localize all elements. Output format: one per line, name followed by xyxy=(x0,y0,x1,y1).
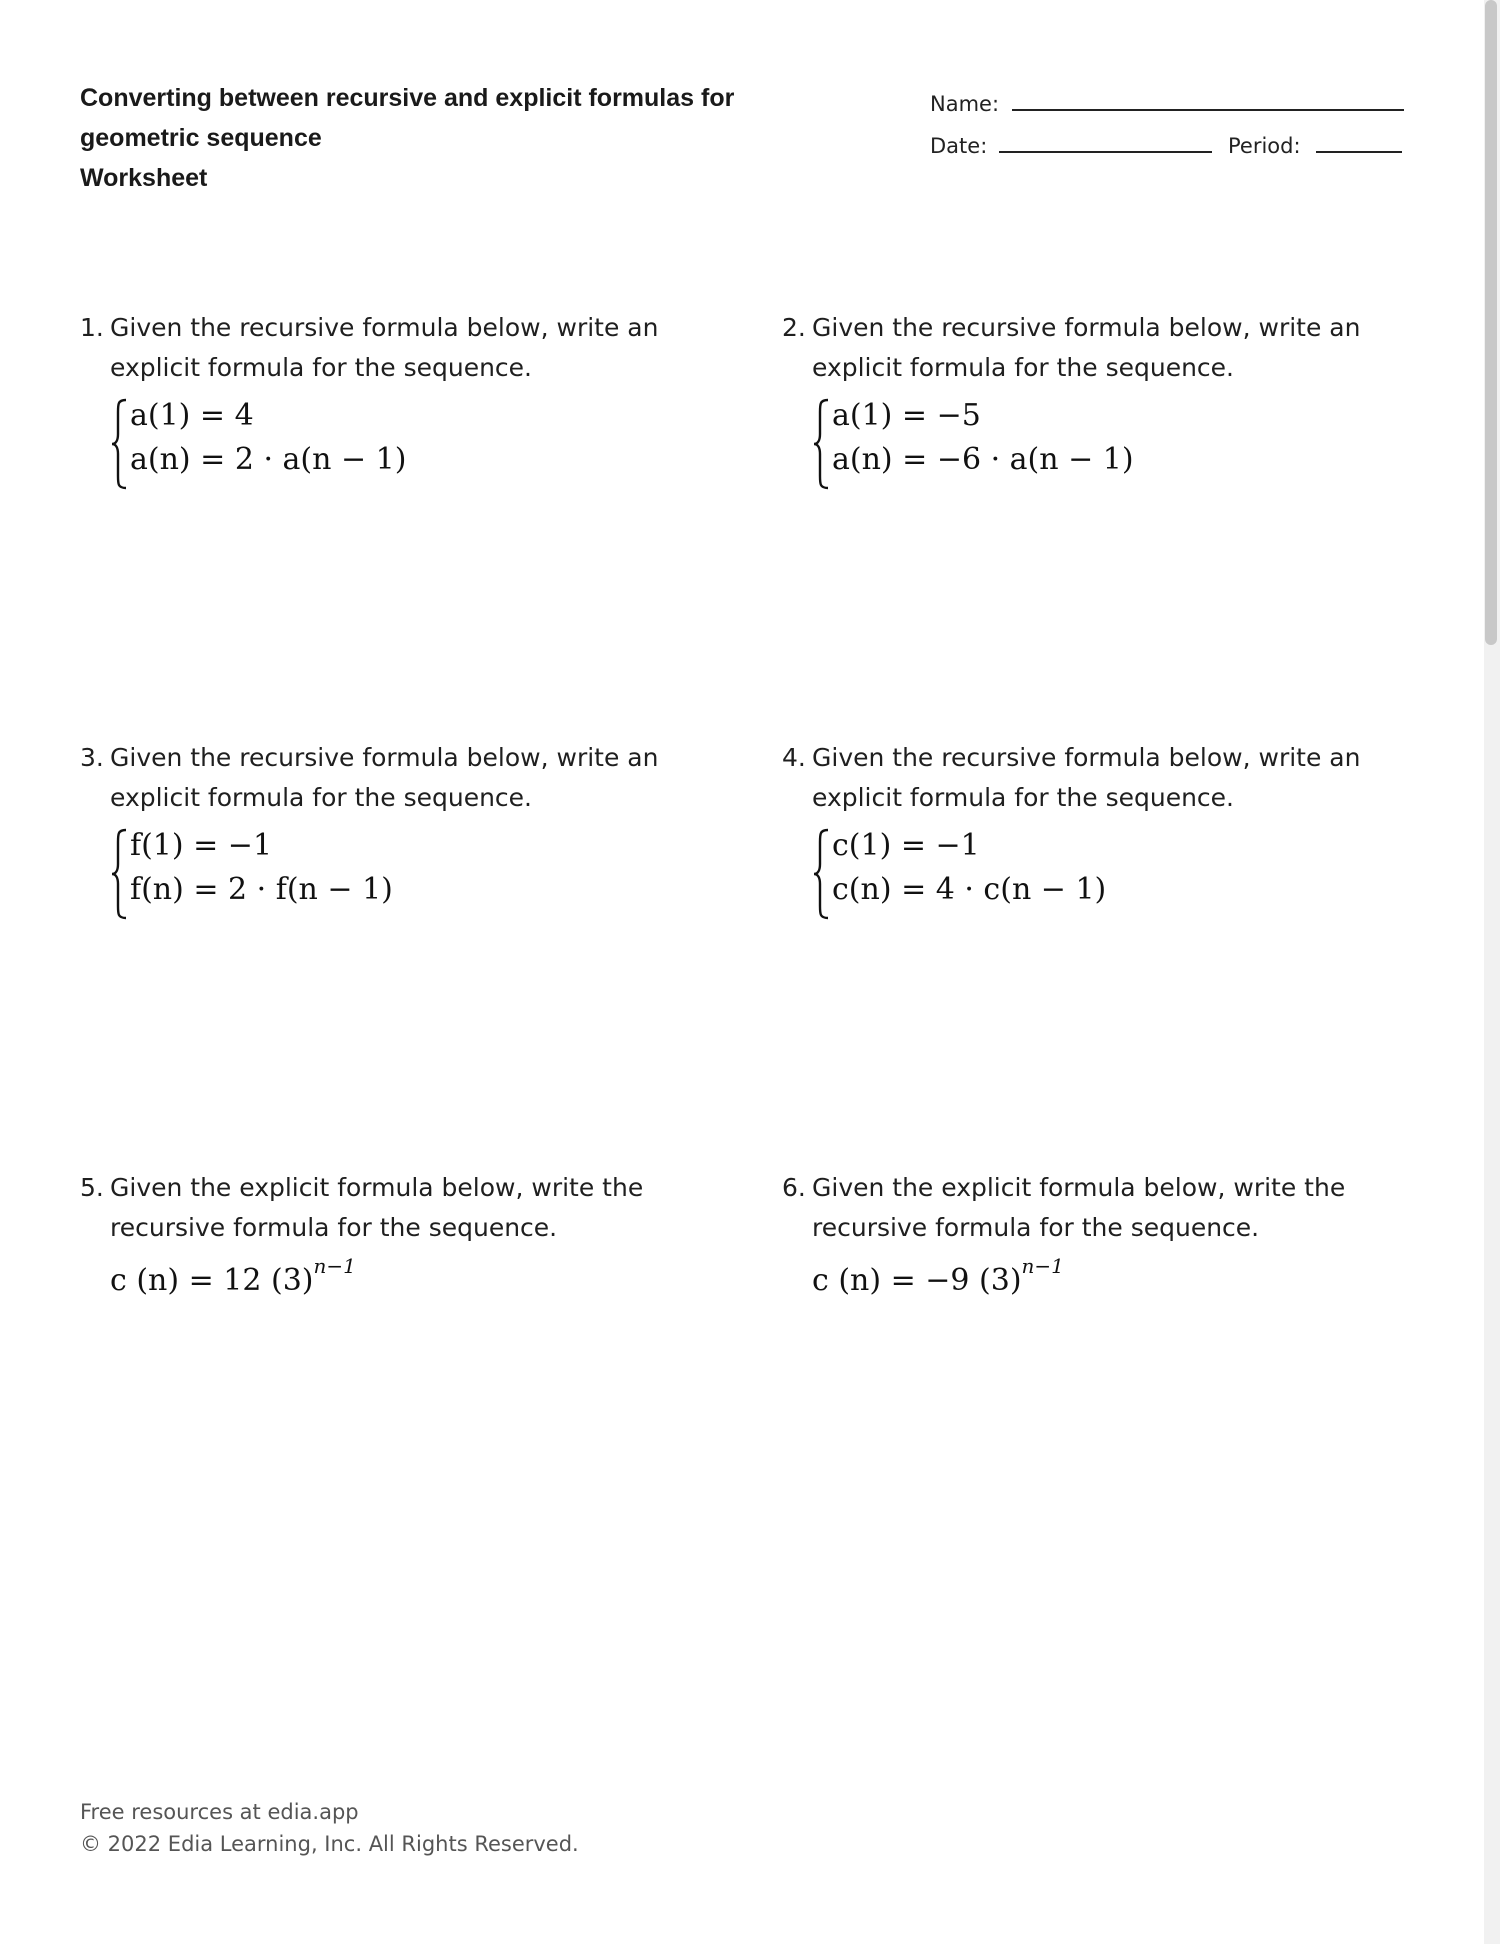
problem-prompt: Given the explicit formula below, write the recursive formula for the sequence. xyxy=(812,1173,1346,1242)
name-field-line[interactable] xyxy=(1012,109,1404,111)
problem-prompt: Given the recursive formula below, write an explicit formula for the sequence. xyxy=(110,743,659,812)
base-case: a(1) = 4 xyxy=(130,398,254,433)
formula-exponent: n−1 xyxy=(313,1254,356,1278)
base-case: c(1) = −1 xyxy=(832,828,980,863)
worksheet-title xyxy=(80,78,800,198)
name-label: Name: xyxy=(930,92,1000,116)
footer-copyright: © 2022 Edia Learning, Inc. All Rights Reserved. xyxy=(80,1832,579,1856)
period-label: Period: xyxy=(1228,134,1301,158)
explicit-formula xyxy=(812,1254,1064,1298)
footer xyxy=(80,1796,579,1860)
recursive-step: a(n) = −6 · a(n − 1) xyxy=(832,442,1134,477)
scrollbar-thumb[interactable] xyxy=(1485,0,1497,645)
problem-prompt: Given the recursive formula below, write an explicit formula for the sequence. xyxy=(812,743,1361,812)
title-line-1: Converting between recursive and explicit formulas for xyxy=(80,84,735,112)
problem-prompt: Given the explicit formula below, write the recursive formula for the sequence. xyxy=(110,1173,644,1242)
footer-resources: Free resources at edia.app xyxy=(80,1800,359,1824)
recursive-step: c(n) = 4 · c(n − 1) xyxy=(832,872,1107,907)
base-case: f(1) = −1 xyxy=(130,828,273,863)
date-field-line[interactable] xyxy=(999,151,1212,153)
left-brace-icon xyxy=(812,398,830,490)
left-brace-icon xyxy=(110,828,128,920)
problem-number: 5. xyxy=(80,1173,104,1202)
title-line-2: geometric sequence xyxy=(80,124,322,152)
problem-number: 4. xyxy=(782,743,806,772)
problem-number: 3. xyxy=(80,743,104,772)
title-line-3: Worksheet xyxy=(80,164,208,192)
left-brace-icon xyxy=(812,828,830,920)
left-brace-icon xyxy=(110,398,128,490)
formula-base: c (n) = −9 (3) xyxy=(812,1263,1022,1298)
problem-number: 6. xyxy=(782,1173,806,1202)
problem-number: 2. xyxy=(782,313,806,342)
problem-prompt: Given the recursive formula below, write an explicit formula for the sequence. xyxy=(110,313,659,382)
recursive-step: f(n) = 2 · f(n − 1) xyxy=(130,872,393,907)
formula-base: c (n) = 12 (3) xyxy=(110,1263,314,1298)
vertical-scrollbar[interactable] xyxy=(1484,0,1500,1944)
date-label: Date: xyxy=(930,134,988,158)
formula-exponent: n−1 xyxy=(1021,1254,1064,1278)
problem-prompt: Given the recursive formula below, write an explicit formula for the sequence. xyxy=(812,313,1361,382)
recursive-step: a(n) = 2 · a(n − 1) xyxy=(130,442,407,477)
problem-number: 1. xyxy=(80,313,104,342)
base-case: a(1) = −5 xyxy=(832,398,981,433)
explicit-formula xyxy=(110,1254,356,1298)
period-field-line[interactable] xyxy=(1316,151,1402,153)
